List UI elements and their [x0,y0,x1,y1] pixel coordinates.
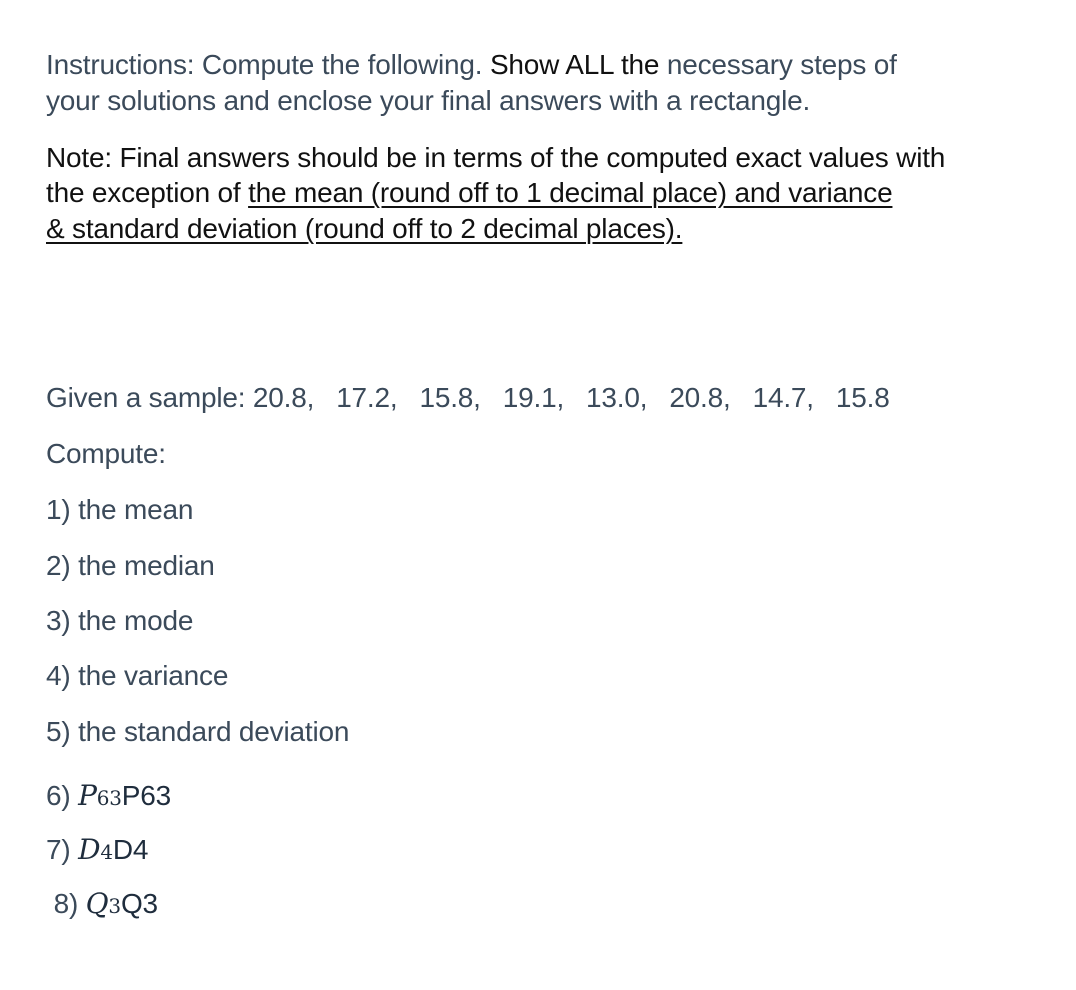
instructions-text-c: necessary steps of [666,49,897,80]
item-variance: 4) the variance [46,660,229,691]
note-line-1: Note: Final answers should be in terms of the computed exact values with [46,142,946,173]
item-standard-deviation: 5) the standard deviation [46,716,350,747]
math-letter: D [78,833,101,866]
instructions-text-a: Instructions: Compute the following. [46,49,490,80]
sample-value: 14.7, [752,382,814,413]
plain-label: P63 [121,780,172,811]
math-subscript: 3 [108,894,121,918]
sample-value: 19.1, [502,382,565,413]
math-subscript: 63 [96,786,122,810]
math-letter: Q [85,887,109,920]
item-median: 2) the median [46,550,215,581]
instructions-text-b: Show ALL the [489,49,667,80]
plain-label: Q3 [120,888,158,919]
note-line-2-underlined: the mean (round off to 1 decimal place) and variance [248,177,893,208]
item-prefix: 6) [46,780,79,811]
instructions-line-2: your solutions and enclose your final answers with a rectangle. [46,85,811,116]
note-line-3 [46,211,682,247]
sample-value: 15.8, [419,382,481,413]
sample-value: 17.2, [336,382,398,413]
compute-label: Compute: [46,438,166,469]
math-subscript: 4 [100,840,113,864]
sample-value: 20.8, [252,382,315,413]
note-line-2 [46,175,892,211]
sample-label: Given a sample: [46,382,253,413]
item-mean: 1) the mean [46,494,194,525]
item-mode: 3) the mode [46,605,194,636]
sample-value: 20.8, [669,382,731,413]
plain-label: D4 [112,834,149,865]
math-letter: P [78,779,97,812]
note-line-3-underlined: & standard deviation (round off to 2 decimal places). [46,213,683,244]
sample-value: 15.8 [835,382,890,413]
sample-line [46,380,890,416]
sample-value: 13.0, [586,382,648,413]
instructions-line-1 [46,47,897,83]
item-prefix: 8) [46,888,86,919]
item-percentile [46,778,171,816]
item-quartile [46,886,158,924]
item-prefix: 7) [46,834,79,865]
item-decile [46,832,148,870]
note-line-2-plain: the exception of [46,177,249,208]
